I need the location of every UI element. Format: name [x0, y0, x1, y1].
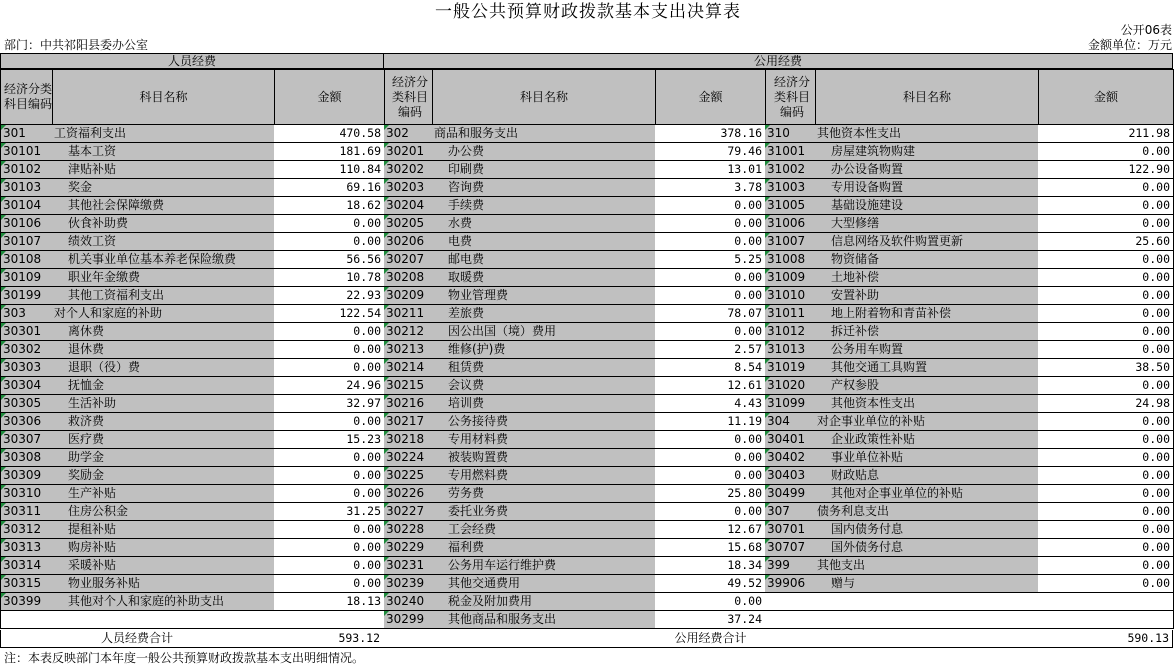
row-amount: 0.00	[1038, 539, 1174, 557]
row-amount: 2.57	[655, 341, 766, 359]
row-code: 30226	[384, 485, 433, 503]
row-amount: 18.13	[274, 593, 385, 611]
row-amount: 32.97	[274, 395, 385, 413]
row-amount: 122.90	[1038, 161, 1174, 179]
row-amount: 0.00	[1038, 269, 1174, 287]
row-name: 税金及附加费用	[432, 593, 656, 611]
row-name: 赠与	[815, 575, 1039, 593]
row-code: 30303	[0, 359, 53, 377]
row-name: 物业服务补贴	[52, 575, 275, 593]
row-name: 公务接待费	[432, 413, 656, 431]
row-name: 水费	[432, 215, 656, 233]
row-name: 物业管理费	[432, 287, 656, 305]
row-amount: 0.00	[274, 233, 385, 251]
row-amount: 13.01	[655, 161, 766, 179]
row-name: 租赁费	[432, 359, 656, 377]
row-name: 采暖补贴	[52, 557, 275, 575]
row-amount: 0.00	[1038, 323, 1174, 341]
row-name: 抚恤金	[52, 377, 275, 395]
row-amount: 0.00	[274, 341, 385, 359]
row-name: 其他交通费用	[432, 575, 656, 593]
row-code: 30204	[384, 197, 433, 215]
row-amount: 22.93	[274, 287, 385, 305]
row-amount: 0.00	[1038, 575, 1174, 593]
row-amount: 0.00	[274, 539, 385, 557]
row-code: 30199	[0, 287, 53, 305]
row-code: 304	[765, 413, 816, 431]
row-amount: 18.34	[655, 557, 766, 575]
row-name: 培训费	[432, 395, 656, 413]
row-amount: 0.00	[1038, 215, 1174, 233]
row-amount: 0.00	[274, 413, 385, 431]
row-name: 伙食补助费	[52, 215, 275, 233]
row-name: 国外债务付息	[815, 539, 1039, 557]
personnel-section-header: 人员经费	[0, 53, 384, 69]
row-name: 土地补偿	[815, 269, 1039, 287]
row-amount: 38.50	[1038, 359, 1174, 377]
row-name: 取暖费	[432, 269, 656, 287]
row-name: 其他交通工具购置	[815, 359, 1039, 377]
row-name: 提租补贴	[52, 521, 275, 539]
department-label: 部门：中共祁阳县委办公室	[4, 38, 149, 52]
row-amount	[274, 611, 385, 629]
row-code: 30205	[384, 215, 433, 233]
row-amount: 181.69	[274, 143, 385, 161]
row-amount: 0.00	[274, 323, 385, 341]
row-name: 医疗费	[52, 431, 275, 449]
header-amount: 金额	[274, 69, 385, 125]
header-code: 经济分类科目编码	[0, 69, 53, 125]
row-amount: 11.19	[655, 413, 766, 431]
row-amount: 0.00	[655, 593, 766, 611]
row-code: 30229	[384, 539, 433, 557]
row-code: 30240	[384, 593, 433, 611]
row-amount: 31.25	[274, 503, 385, 521]
row-code: 30224	[384, 449, 433, 467]
row-name: 退职（役）费	[52, 359, 275, 377]
row-name: 因公出国（境）费用	[432, 323, 656, 341]
personnel-total-label: 人员经费合计	[0, 630, 274, 648]
row-name: 手续费	[432, 197, 656, 215]
public-total-amount: 590.13	[1038, 630, 1173, 648]
row-code: 30304	[0, 377, 53, 395]
row-name: 奖金	[52, 179, 275, 197]
row-name: 其他支出	[815, 557, 1039, 575]
row-name: 工资福利支出	[52, 125, 275, 143]
row-name: 其他资本性支出	[815, 395, 1039, 413]
row-name: 办公费	[432, 143, 656, 161]
row-name: 基本工资	[52, 143, 275, 161]
row-name: 其他对企事业单位的补贴	[815, 485, 1039, 503]
row-name: 工会经费	[432, 521, 656, 539]
row-name: 物资储备	[815, 251, 1039, 269]
row-code: 30107	[0, 233, 53, 251]
row-amount: 0.00	[1038, 485, 1174, 503]
row-amount: 78.07	[655, 305, 766, 323]
row-code: 30217	[384, 413, 433, 431]
header-amount: 金额	[1038, 69, 1174, 125]
row-name: 其他工资福利支出	[52, 287, 275, 305]
header-name: 科目名称	[52, 69, 275, 125]
row-amount: 0.00	[1038, 143, 1174, 161]
row-name: 财政贴息	[815, 467, 1039, 485]
row-code: 30312	[0, 521, 53, 539]
row-code: 30307	[0, 431, 53, 449]
row-amount: 0.00	[1038, 341, 1174, 359]
row-code: 31001	[765, 143, 816, 161]
row-name: 基础设施建设	[815, 197, 1039, 215]
row-amount: 0.00	[274, 485, 385, 503]
report-title: 一般公共预算财政拨款基本支出决算表	[435, 2, 741, 22]
row-name: 购房补贴	[52, 539, 275, 557]
row-name: 专用材料费	[432, 431, 656, 449]
row-amount: 79.46	[655, 143, 766, 161]
row-amount: 122.54	[274, 305, 385, 323]
row-amount: 0.00	[655, 323, 766, 341]
row-name: 办公设备购置	[815, 161, 1039, 179]
row-amount: 5.25	[655, 251, 766, 269]
row-code: 30211	[384, 305, 433, 323]
row-name: 信息网络及软件购置更新	[815, 233, 1039, 251]
row-amount: 0.00	[1038, 251, 1174, 269]
row-name: 其他对个人和家庭的补助支出	[52, 593, 275, 611]
row-code: 30208	[384, 269, 433, 287]
row-name: 邮电费	[432, 251, 656, 269]
row-code: 30108	[0, 251, 53, 269]
row-name: 企业政策性补贴	[815, 431, 1039, 449]
row-amount: 69.16	[274, 179, 385, 197]
row-amount: 0.00	[1038, 557, 1174, 575]
row-amount: 25.60	[1038, 233, 1174, 251]
header-name: 科目名称	[432, 69, 656, 125]
row-code: 30707	[765, 539, 816, 557]
row-code: 31099	[765, 395, 816, 413]
row-code: 30701	[765, 521, 816, 539]
row-code: 31013	[765, 341, 816, 359]
row-code: 30403	[765, 467, 816, 485]
row-amount: 0.00	[274, 521, 385, 539]
row-code: 30214	[384, 359, 433, 377]
row-amount: 8.54	[655, 359, 766, 377]
row-amount: 0.00	[1038, 413, 1174, 431]
row-code: 30206	[384, 233, 433, 251]
row-name: 其他商品和服务支出	[432, 611, 656, 629]
row-code: 31008	[765, 251, 816, 269]
row-name	[815, 611, 1039, 629]
row-name: 离休费	[52, 323, 275, 341]
row-code: 31002	[765, 161, 816, 179]
row-name: 拆迁补偿	[815, 323, 1039, 341]
row-amount: 0.00	[1038, 287, 1174, 305]
row-amount: 0.00	[1038, 449, 1174, 467]
row-code: 30239	[384, 575, 433, 593]
row-code: 30313	[0, 539, 53, 557]
row-amount: 0.00	[274, 449, 385, 467]
row-amount: 18.62	[274, 197, 385, 215]
row-name: 津贴补贴	[52, 161, 275, 179]
row-code: 30101	[0, 143, 53, 161]
row-amount: 0.00	[655, 269, 766, 287]
row-code: 30309	[0, 467, 53, 485]
row-amount: 24.98	[1038, 395, 1174, 413]
row-amount: 12.67	[655, 521, 766, 539]
row-amount: 0.00	[655, 287, 766, 305]
row-code: 30209	[384, 287, 433, 305]
row-code: 30401	[765, 431, 816, 449]
row-code: 30215	[384, 377, 433, 395]
row-amount: 15.68	[655, 539, 766, 557]
header-code: 经济分类科目编码	[765, 69, 816, 125]
row-amount: 56.56	[274, 251, 385, 269]
row-code: 30231	[384, 557, 433, 575]
row-amount: 0.00	[274, 557, 385, 575]
public-section-header: 公用经费	[383, 53, 1173, 69]
row-name: 职业年金缴费	[52, 269, 275, 287]
row-code: 30299	[384, 611, 433, 629]
row-code: 399	[765, 557, 816, 575]
row-code	[765, 593, 816, 611]
row-name: 安置补助	[815, 287, 1039, 305]
row-name: 印刷费	[432, 161, 656, 179]
row-name: 房屋建筑物购建	[815, 143, 1039, 161]
row-code: 30314	[0, 557, 53, 575]
row-name: 福利费	[432, 539, 656, 557]
row-name: 助学金	[52, 449, 275, 467]
row-code: 30306	[0, 413, 53, 431]
row-name	[52, 611, 275, 629]
unit-label: 金额单位：万元	[1087, 38, 1172, 52]
row-name: 奖励金	[52, 467, 275, 485]
row-amount: 0.00	[655, 503, 766, 521]
row-code: 30213	[384, 341, 433, 359]
row-name: 国内债务付息	[815, 521, 1039, 539]
row-amount: 10.78	[274, 269, 385, 287]
row-amount	[1038, 611, 1174, 629]
row-amount: 0.00	[655, 467, 766, 485]
row-amount: 0.00	[655, 215, 766, 233]
header-amount: 金额	[655, 69, 766, 125]
row-name: 公务用车购置	[815, 341, 1039, 359]
row-name: 对企事业单位的补贴	[815, 413, 1039, 431]
row-name: 商品和服务支出	[432, 125, 656, 143]
row-name: 被装购置费	[432, 449, 656, 467]
row-code: 30203	[384, 179, 433, 197]
row-name: 生产补贴	[52, 485, 275, 503]
row-name: 绩效工资	[52, 233, 275, 251]
row-name: 差旅费	[432, 305, 656, 323]
row-name: 对个人和家庭的补助	[52, 305, 275, 323]
row-amount: 0.00	[655, 449, 766, 467]
row-amount: 0.00	[274, 359, 385, 377]
row-amount: 12.61	[655, 377, 766, 395]
row-name: 维修(护)费	[432, 341, 656, 359]
header-code: 经济分类科目编码	[384, 69, 433, 125]
row-name: 住房公积金	[52, 503, 275, 521]
row-amount	[1038, 593, 1174, 611]
personnel-total-amount: 593.12	[273, 630, 384, 648]
row-name: 生活补助	[52, 395, 275, 413]
row-code: 39906	[765, 575, 816, 593]
row-name: 专用燃料费	[432, 467, 656, 485]
row-amount: 0.00	[1038, 377, 1174, 395]
row-amount: 24.96	[274, 377, 385, 395]
row-code: 31009	[765, 269, 816, 287]
row-amount: 211.98	[1038, 125, 1174, 143]
row-code: 310	[765, 125, 816, 143]
row-amount: 3.78	[655, 179, 766, 197]
row-code: 30104	[0, 197, 53, 215]
form-number: 公开06表	[1120, 23, 1172, 37]
row-amount: 0.00	[274, 575, 385, 593]
row-name: 产权参股	[815, 377, 1039, 395]
row-code: 30228	[384, 521, 433, 539]
row-amount: 37.24	[655, 611, 766, 629]
row-name: 电费	[432, 233, 656, 251]
row-amount: 0.00	[1038, 503, 1174, 521]
row-code	[0, 611, 53, 629]
row-name	[815, 593, 1039, 611]
row-code: 30218	[384, 431, 433, 449]
row-code: 31007	[765, 233, 816, 251]
row-code: 31012	[765, 323, 816, 341]
row-code: 31020	[765, 377, 816, 395]
row-amount: 0.00	[274, 467, 385, 485]
row-amount: 0.00	[1038, 521, 1174, 539]
row-code: 31005	[765, 197, 816, 215]
public-total-label: 公用经费合计	[383, 630, 1039, 648]
row-amount: 4.43	[655, 395, 766, 413]
row-code: 301	[0, 125, 53, 143]
row-name: 专用设备购置	[815, 179, 1039, 197]
row-name: 大型修缮	[815, 215, 1039, 233]
row-code: 31006	[765, 215, 816, 233]
row-amount: 0.00	[655, 197, 766, 215]
row-amount: 110.84	[274, 161, 385, 179]
row-amount: 0.00	[655, 431, 766, 449]
row-amount: 49.52	[655, 575, 766, 593]
row-code: 30202	[384, 161, 433, 179]
row-amount: 0.00	[1038, 467, 1174, 485]
row-amount: 0.00	[1038, 431, 1174, 449]
row-name: 退休费	[52, 341, 275, 359]
row-code: 30315	[0, 575, 53, 593]
row-code: 303	[0, 305, 53, 323]
row-amount: 470.58	[274, 125, 385, 143]
row-code: 307	[765, 503, 816, 521]
header-name: 科目名称	[815, 69, 1039, 125]
row-name: 债务利息支出	[815, 503, 1039, 521]
row-name: 会议费	[432, 377, 656, 395]
row-code: 30499	[765, 485, 816, 503]
row-code: 30311	[0, 503, 53, 521]
row-code: 31011	[765, 305, 816, 323]
row-code: 30106	[0, 215, 53, 233]
row-name: 事业单位补贴	[815, 449, 1039, 467]
row-amount: 15.23	[274, 431, 385, 449]
row-code: 30310	[0, 485, 53, 503]
row-amount: 0.00	[655, 233, 766, 251]
row-name: 其他社会保障缴费	[52, 197, 275, 215]
row-code: 31019	[765, 359, 816, 377]
row-code: 30301	[0, 323, 53, 341]
row-name: 机关事业单位基本养老保险缴费	[52, 251, 275, 269]
row-code: 30109	[0, 269, 53, 287]
row-code: 302	[384, 125, 433, 143]
row-name: 其他资本性支出	[815, 125, 1039, 143]
row-code: 30305	[0, 395, 53, 413]
row-code: 30103	[0, 179, 53, 197]
row-code: 30227	[384, 503, 433, 521]
row-amount: 0.00	[274, 215, 385, 233]
row-code: 30207	[384, 251, 433, 269]
row-code: 30302	[0, 341, 53, 359]
row-name: 地上附着物和青苗补偿	[815, 305, 1039, 323]
row-amount: 378.16	[655, 125, 766, 143]
row-code: 30212	[384, 323, 433, 341]
row-amount: 25.80	[655, 485, 766, 503]
row-amount: 0.00	[1038, 179, 1174, 197]
row-name: 救济费	[52, 413, 275, 431]
row-name: 公务用车运行维护费	[432, 557, 656, 575]
row-name: 咨询费	[432, 179, 656, 197]
row-amount: 0.00	[1038, 305, 1174, 323]
row-code: 30201	[384, 143, 433, 161]
row-code: 30308	[0, 449, 53, 467]
row-name: 委托业务费	[432, 503, 656, 521]
row-code: 30102	[0, 161, 53, 179]
row-code: 31003	[765, 179, 816, 197]
row-code	[765, 611, 816, 629]
row-amount: 0.00	[1038, 197, 1174, 215]
row-code: 30399	[0, 593, 53, 611]
row-code: 31010	[765, 287, 816, 305]
footnote: 注：本表反映部门本年度一般公共预算财政拨款基本支出明细情况。	[4, 651, 365, 665]
row-code: 30402	[765, 449, 816, 467]
row-name: 劳务费	[432, 485, 656, 503]
row-code: 30225	[384, 467, 433, 485]
row-code: 30216	[384, 395, 433, 413]
